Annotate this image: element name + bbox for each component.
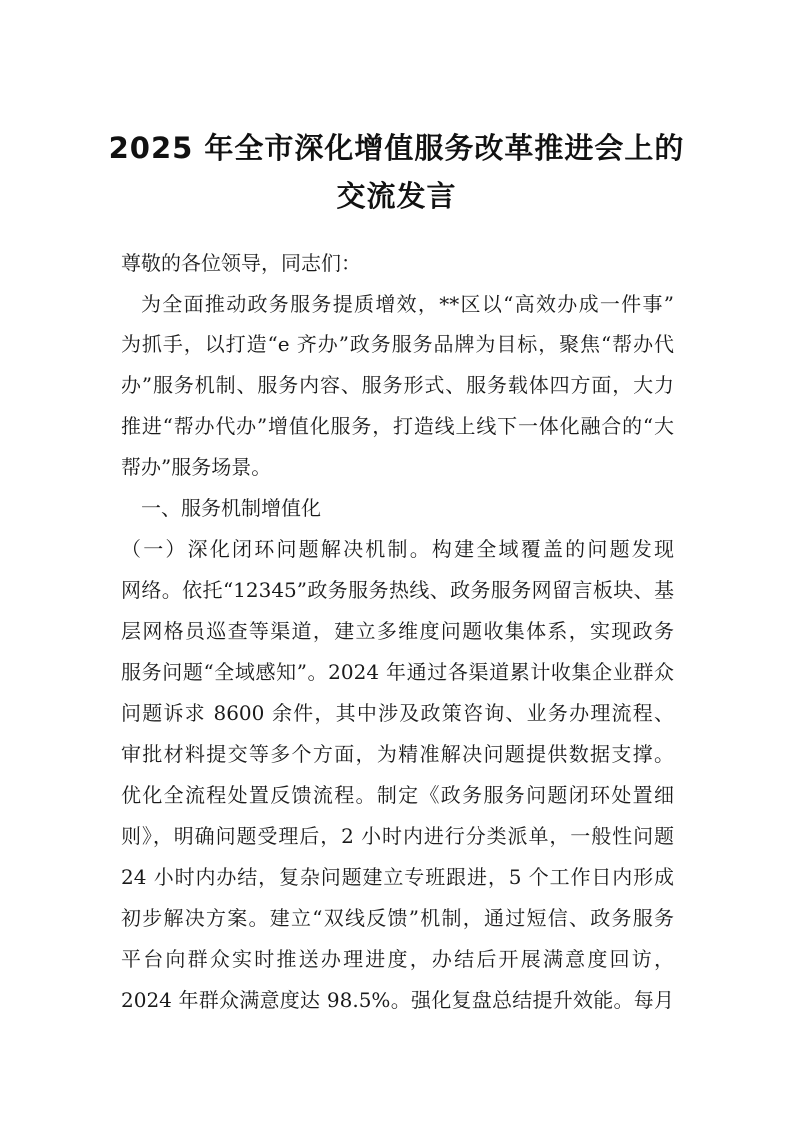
paragraph-line: 审批材料提交等多个方面，为精准解决问题提供数据支撑。 xyxy=(121,742,674,766)
paragraph-line: 初步解决方案。建立“双线反馈”机制，通过短信、政务服务 xyxy=(121,906,674,930)
paragraph-line: 网络。依托“12345”政务服务热线、政务服务网留言板块、基 xyxy=(121,578,674,602)
paragraph-line: 办”服务机制、服务内容、服务形式、服务载体四方面，大力 xyxy=(121,373,674,397)
paragraph-line: 层网格员巡查等渠道，建立多维度问题收集体系，实现政务 xyxy=(121,619,674,643)
subsection-heading-line: （一）深化闭环问题解决机制。构建全域覆盖的问题发现 xyxy=(121,537,674,561)
paragraph-line: 24 小时内办结，复杂问题建立专班跟进，5 个工作日内形成 xyxy=(121,865,674,889)
paragraph-line: 为全面推动政务服务提质增效，**区以“高效办成一件事” xyxy=(141,292,674,316)
paragraph-line: 为抓手，以打造“e 齐办”政务服务品牌为目标，聚焦“帮办代 xyxy=(121,332,674,356)
paragraph-line: 问题诉求 8600 余件，其中涉及政策咨询、业务办理流程、 xyxy=(121,701,674,725)
paragraph-line: 2024 年群众满意度达 98.5%。强化复盘总结提升效能。每月 xyxy=(121,988,674,1012)
paragraph-line: 优化全流程处置反馈流程。制定《政务服务问题闭环处置细 xyxy=(121,783,674,807)
paragraph-line: 则》，明确问题受理后，2 小时内进行分类派单，一般性问题 xyxy=(121,824,674,848)
salutation: 尊敬的各位领导，同志们： xyxy=(121,251,361,275)
document-title-line-1: 2025 年全市深化增值服务改革推进会上的 xyxy=(108,131,685,165)
paragraph-line: 平台向群众实时推送办理进度，办结后开展满意度回访， xyxy=(121,947,674,971)
paragraph-line: 帮办”服务场景。 xyxy=(121,455,272,479)
document-title-line-2: 交流发言 xyxy=(336,179,457,213)
paragraph-line: 服务问题“全域感知”。2024 年通过各渠道累计收集企业群众 xyxy=(121,660,674,684)
section-heading: 一、服务机制增值化 xyxy=(141,496,321,520)
paragraph-line: 推进“帮办代办”增值化服务，打造线上线下一体化融合的“大 xyxy=(121,414,674,438)
